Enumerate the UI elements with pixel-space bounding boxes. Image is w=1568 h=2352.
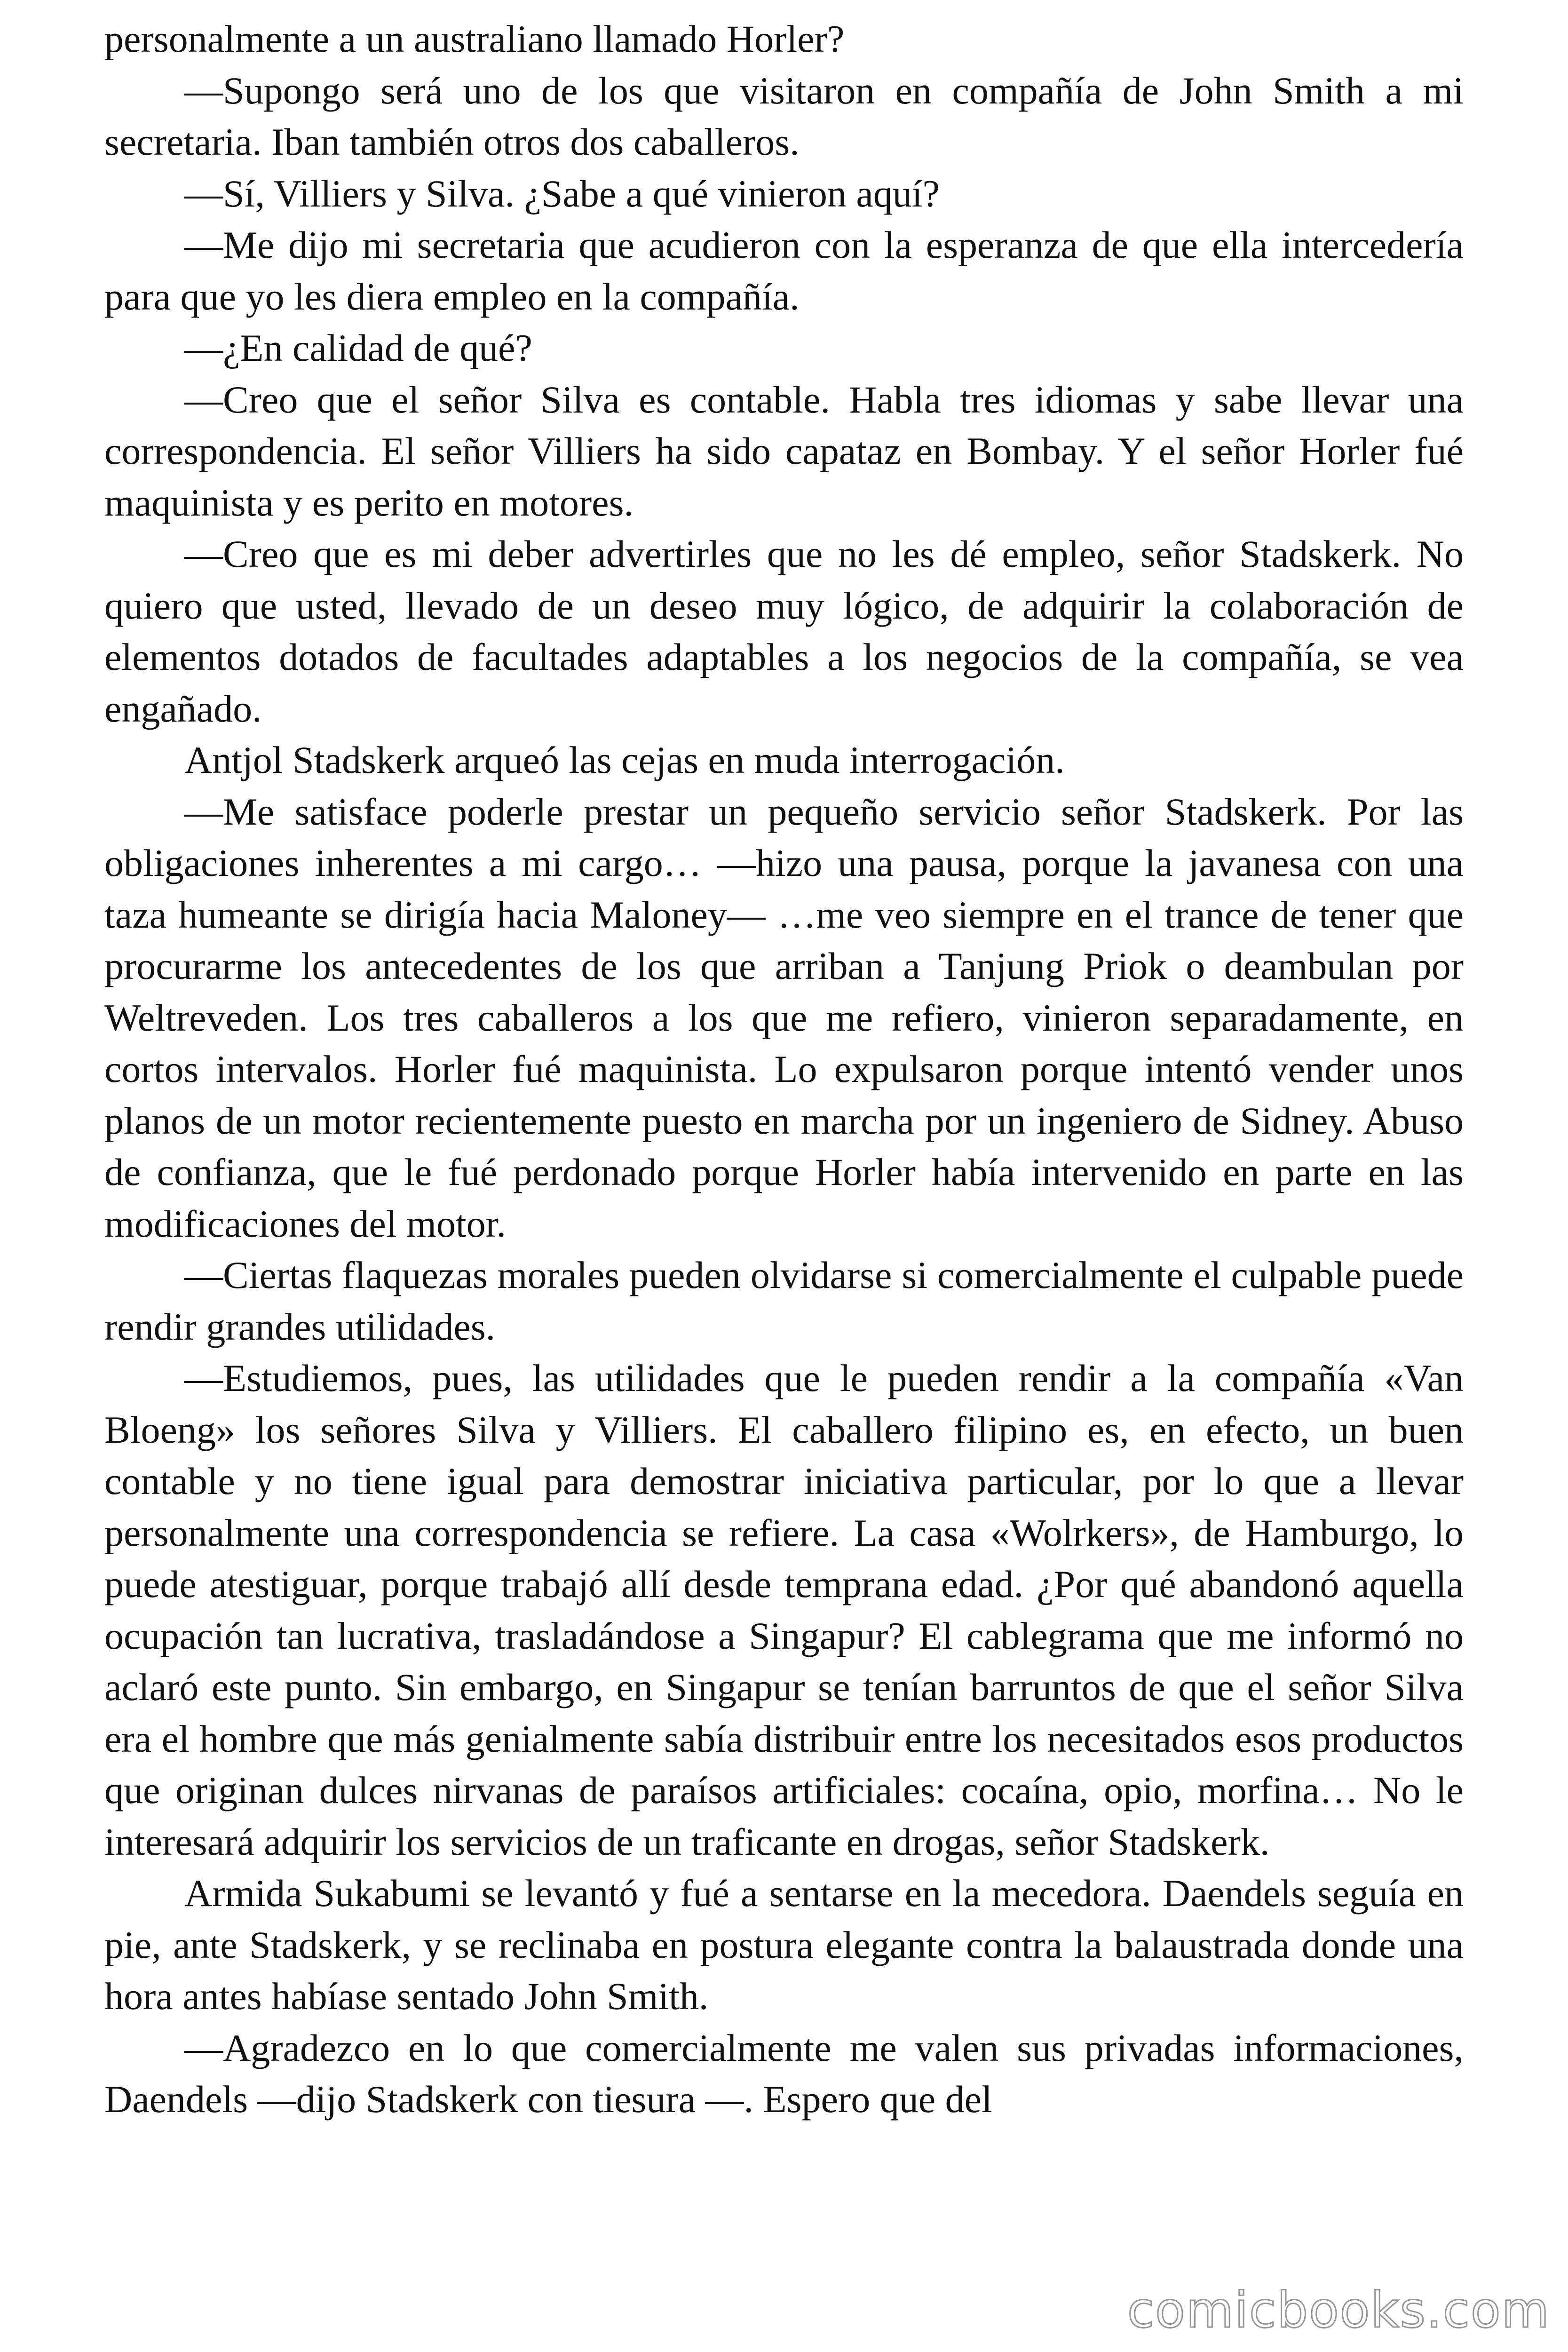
paragraph: —Me satisface poderle prestar un pequeño servicio señor Stadskerk. Por las obligaciones inherentes a mi cargo… —hizo una pausa, porque la javanesa con una taza humeante se dirigía hacia Maloney— …me veo siempre en el trance de tener que procurarme los antecedentes de los que arriban a Tanjung Priok o deambulan por Weltreveden. Los tres caballeros a los que me refiero, vinieron separadamente, en cortos intervalos. Horler fué maquinista. Lo expulsaron porque intentó vender unos planos de un motor recientemente puesto en marcha por un ingeniero de Sidney. Abuso de confianza, que le fué perdonado porque Horler había intervenido en parte en las modificaciones del motor.	[104, 790, 1464, 1245]
paragraph: —Creo que es mi deber advertirles que no les dé empleo, señor Stadskerk. No quiero que usted, llevado de un deseo muy lógico, de adquirir la colaboración de elementos dotados de facultades adaptables a los negocios de la compañía, se vea engañado.	[104, 532, 1464, 730]
paragraph: —Agradezco en lo que comercialmente me valen sus privadas informaciones, Daendels —dijo Stadskerk con tiesura —. Espero que del	[104, 2026, 1464, 2121]
paragraph: —Supongo será uno de los que visitaron en compañía de John Smith a mi secretaria. Iban también otros dos caballeros.	[104, 69, 1464, 163]
watermark: comicbooks.com	[1127, 2281, 1550, 2339]
paragraph: personalmente a un australiano llamado Horler?	[104, 17, 845, 60]
paragraph: —¿En calidad de qué?	[184, 326, 532, 369]
paragraph: —Estudiemos, pues, las utilidades que le pueden rendir a la compañía «Van Bloeng» los señores Silva y Villiers. El caballero filipino es, en efecto, un buen contable y no tiene igual para demostrar iniciativa particular, por lo que a llevar personalmente una correspondencia se refiere. La casa «Wolrkers», de Hamburgo, lo puede atestiguar, porque trabajó allí desde temprana edad. ¿Por qué abandonó aquella ocupación tan lucrativa, trasladándose a Singapur? El cablegrama que me informó no aclaró este punto. Sin embargo, en Singapur se tenían barruntos de que el señor Silva era el hombre que más genialmente sabía distribuir entre los necesitados esos productos que originan dulces nirvanas de paraísos artificiales: cocaína, opio, morfina… No le interesará adquirir los servicios de un traficante en drogas, señor Stadskerk.	[104, 1357, 1464, 1863]
paragraph: —Sí, Villiers y Silva. ¿Sabe a qué vinieron aquí?	[184, 172, 940, 215]
paragraph: Armida Sukabumi se levantó y fué a sentarse en la mecedora. Daendels seguía en pie, ante Stadskerk, y se reclinaba en postura elegante contra la balaustrada donde una hora antes habíase sentado John Smith.	[104, 1872, 1464, 2018]
page-body	[104, 13, 1464, 2125]
paragraph: —Me dijo mi secretaria que acudieron con la esperanza de que ella intercedería para que yo les diera empleo en la compañía.	[104, 223, 1464, 318]
paragraph: Antjol Stadskerk arqueó las cejas en muda interrogación.	[184, 739, 1065, 781]
paragraph: —Ciertas flaquezas morales pueden olvidarse si comercialmente el culpable puede rendir grandes utilidades.	[104, 1254, 1464, 1348]
paragraph: —Creo que el señor Silva es contable. Habla tres idiomas y sabe llevar una correspondencia. El señor Villiers ha sido capataz en Bombay. Y el señor Horler fué maquinista y es perito en motores.	[104, 378, 1464, 524]
